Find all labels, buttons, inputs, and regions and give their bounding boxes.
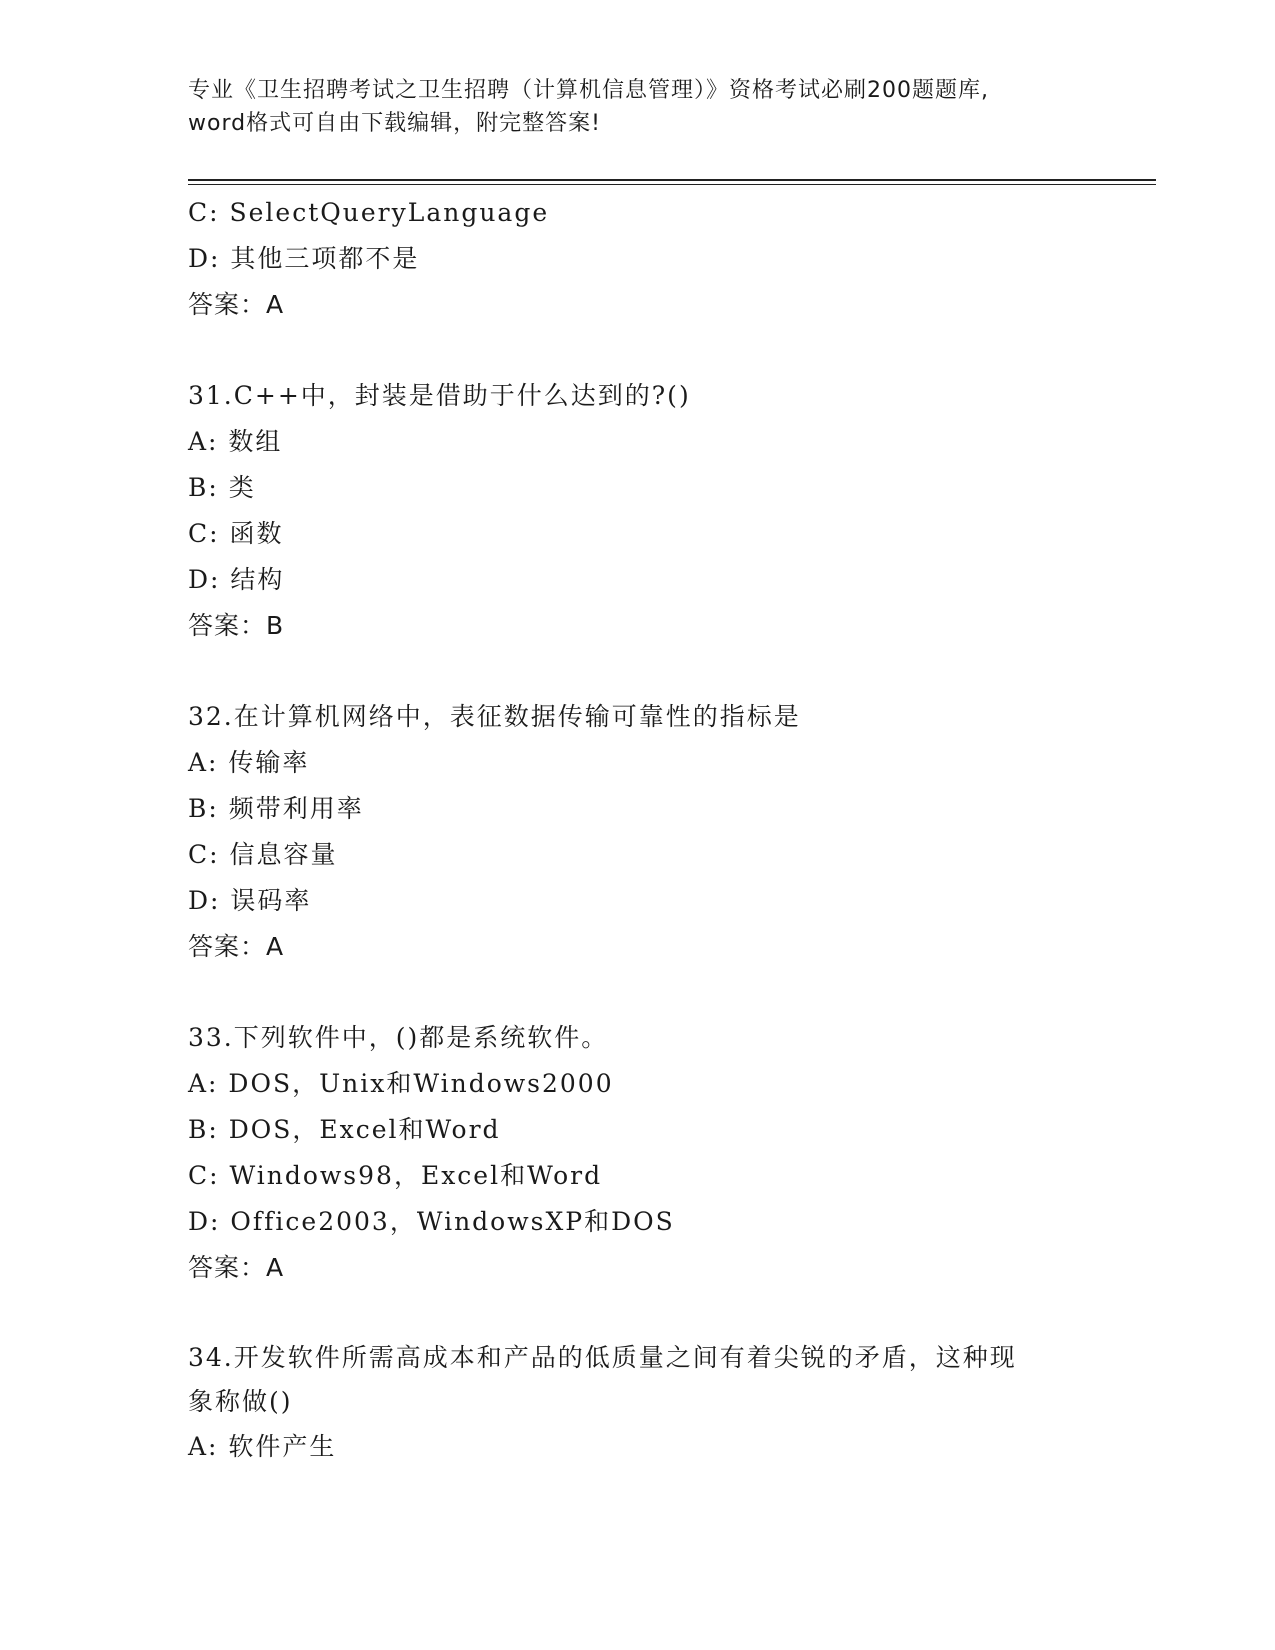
option-d: D: 结构 [188, 565, 285, 594]
question-34 [188, 1336, 1088, 1470]
option-d: D: 误码率 [188, 886, 312, 915]
option-c: C: 信息容量 [188, 840, 338, 869]
question-stem: 31.C++中，封装是借助于什么达到的?() [188, 381, 691, 410]
header-divider-top [188, 179, 1156, 181]
answer-label: 答案：A [188, 290, 285, 319]
header-divider-bottom [188, 184, 1156, 185]
question-33 [188, 1015, 1088, 1291]
question-stem: 33.下列软件中，()都是系统软件。 [188, 1023, 609, 1052]
option-c: C: SelectQueryLanguage [188, 198, 550, 227]
option-c: C: Windows98，Excel和Word [188, 1161, 603, 1190]
option-a: A: DOS，Unix和Windows2000 [188, 1069, 614, 1098]
option-a: A: 传输率 [188, 748, 310, 777]
option-b: B: 频带利用率 [188, 794, 364, 823]
option-a: A: 软件产生 [188, 1432, 337, 1461]
question-30-tail [188, 190, 1088, 328]
answer-label: 答案：A [188, 932, 285, 961]
answer-label: 答案：B [188, 611, 285, 640]
document-header [188, 74, 1088, 140]
option-c: C: 函数 [188, 519, 284, 548]
question-list [188, 190, 1088, 1470]
question-32 [188, 694, 1088, 970]
question-stem: 32.在计算机网络中，表征数据传输可靠性的指标是 [188, 702, 801, 731]
answer-label: 答案：A [188, 1253, 285, 1282]
header-line-1: 专业《卫生招聘考试之卫生招聘（计算机信息管理）》资格考试必刷200题题库, [188, 78, 989, 103]
option-d: D: Office2003，WindowsXP和DOS [188, 1207, 675, 1236]
option-d: D: 其他三项都不是 [188, 244, 420, 273]
question-31 [188, 373, 1088, 649]
question-stem-line-2: 象称做() [188, 1387, 293, 1416]
option-b: B: DOS，Excel和Word [188, 1115, 501, 1144]
question-stem-line-1: 34.开发软件所需高成本和产品的低质量之间有着尖锐的矛盾，这种现 [188, 1343, 1017, 1372]
option-a: A: 数组 [188, 427, 283, 456]
header-line-2: word格式可自由下载编辑，附完整答案! [188, 111, 601, 136]
option-b: B: 类 [188, 473, 256, 502]
